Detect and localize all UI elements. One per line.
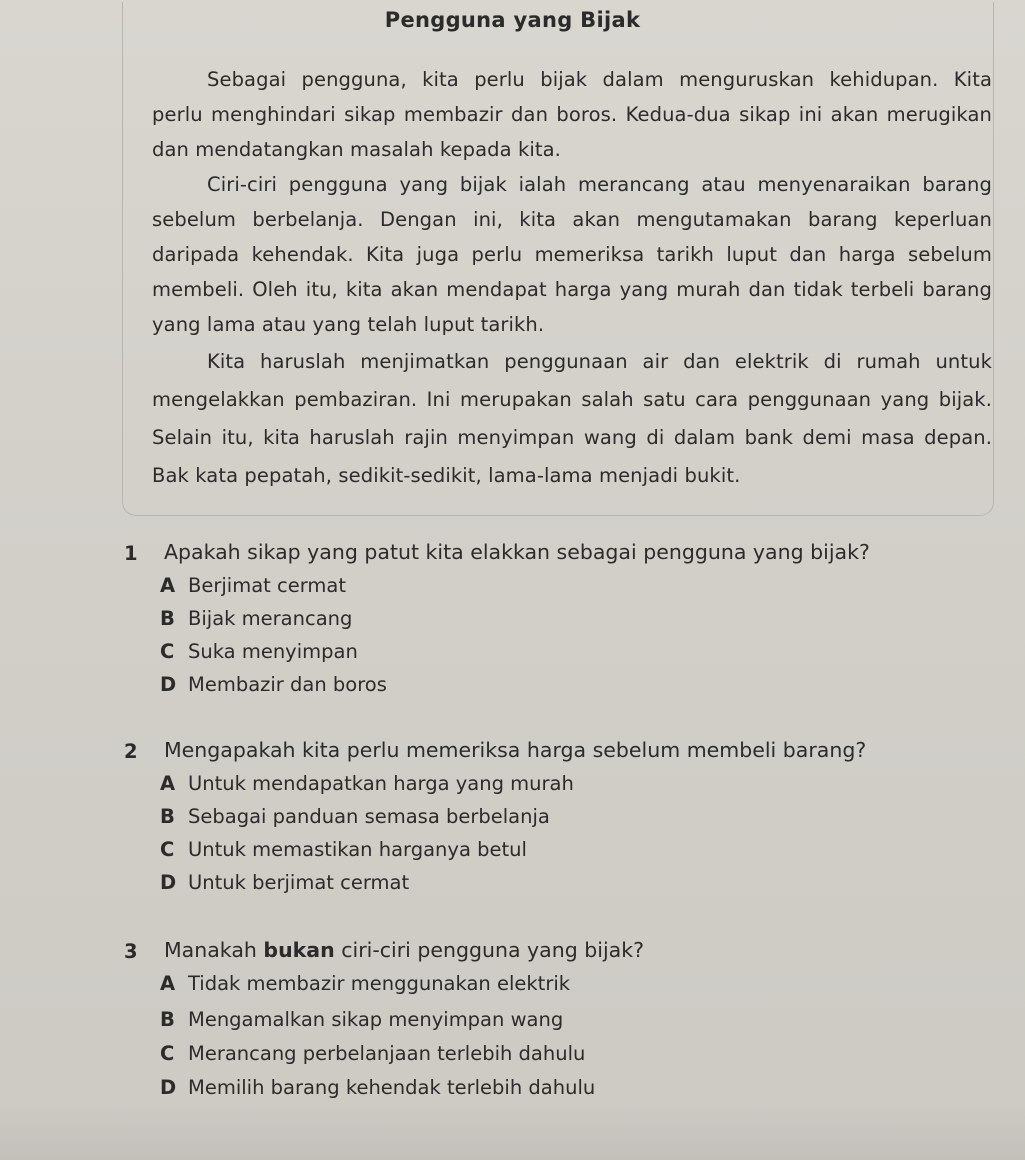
passage-line: yang lama atau yang telah luput tarikh. [152,313,545,336]
passage-line: dan mendatangkan masalah kepada kita. [152,138,561,161]
passage-line: Sebagai pengguna, kita perlu bijak dalam menguruskan kehidupan. Kita [207,68,992,91]
passage-line: daripada kehendak. Kita juga perlu memeriksa tarikh luput dan harga sebelum [152,243,992,266]
answer-option[interactable] [160,772,574,795]
answer-option[interactable] [160,972,570,995]
option-letter: B [160,1008,175,1031]
question-number: 1 [124,542,138,565]
page-shadow [0,1100,1025,1160]
passage-line: Bak kata pepatah, sedikit-sedikit, lama-lama menjadi bukit. [152,464,741,487]
option-text: Membazir dan boros [188,673,387,696]
option-letter: A [160,972,176,995]
question-text [164,938,644,962]
answer-option[interactable] [160,607,352,630]
option-letter: D [160,673,177,696]
option-text: Sebagai panduan semasa berbelanja [188,805,550,828]
option-letter: A [160,574,176,597]
option-text: Untuk mendapatkan harga yang murah [188,772,574,795]
option-letter: C [160,1042,175,1065]
option-letter: C [160,838,175,861]
answer-option[interactable] [160,1076,595,1099]
option-letter: D [160,871,177,894]
option-letter: C [160,640,175,663]
question-text-part: ciri-ciri pengguna yang bijak? [334,938,644,962]
question-number: 3 [124,940,138,963]
option-text: Bijak merancang [188,607,353,630]
answer-option[interactable] [160,871,409,894]
answer-option[interactable] [160,640,358,663]
option-letter: A [160,772,176,795]
answer-option[interactable] [160,838,527,861]
answer-option[interactable] [160,574,346,597]
option-letter: D [160,1076,177,1099]
page-title: Pengguna yang Bijak [384,8,641,32]
option-text: Mengamalkan sikap menyimpan wang [188,1008,564,1031]
option-text: Suka menyimpan [188,640,358,663]
option-letter: B [160,607,175,630]
option-text: Merancang perbelanjaan terlebih dahulu [188,1042,586,1065]
passage-line: sebelum berbelanja. Dengan ini, kita akan mengutamakan barang keperluan [152,208,992,231]
passage-line: membeli. Oleh itu, kita akan mendapat harga yang murah dan tidak terbeli barang [152,278,992,301]
option-text: Untuk memastikan harganya betul [188,838,527,861]
passage-line: mengelakkan pembaziran. Ini merupakan salah satu cara penggunaan yang bijak. [152,388,992,411]
question-text: Apakah sikap yang patut kita elakkan sebagai pengguna yang bijak? [164,540,870,564]
passage-line: Kita haruslah menjimatkan penggunaan air dan elektrik di rumah untuk [207,350,992,373]
answer-option[interactable] [160,673,387,696]
passage-line: Selain itu, kita haruslah rajin menyimpan wang di dalam bank demi masa depan. [152,426,992,449]
option-text: Untuk berjimat cermat [188,871,410,894]
question-text: Mengapakah kita perlu memeriksa harga sebelum membeli barang? [164,738,867,762]
answer-option[interactable] [160,1008,563,1031]
question-number: 2 [124,740,138,763]
answer-option[interactable] [160,805,550,828]
option-letter: B [160,805,175,828]
question-text-part: Manakah [164,938,264,962]
option-text: Memilih barang kehendak terlebih dahulu [188,1076,596,1099]
passage-line: perlu menghindari sikap membazir dan boros. Kedua-dua sikap ini akan merugikan [152,103,992,126]
answer-option[interactable] [160,1042,585,1065]
option-text: Tidak membazir menggunakan elektrik [188,972,571,995]
option-text: Berjimat cermat [188,574,346,597]
question-emphasis: bukan [263,938,335,962]
passage-line: Ciri-ciri pengguna yang bijak ialah merancang atau menyenaraikan barang [207,173,992,196]
